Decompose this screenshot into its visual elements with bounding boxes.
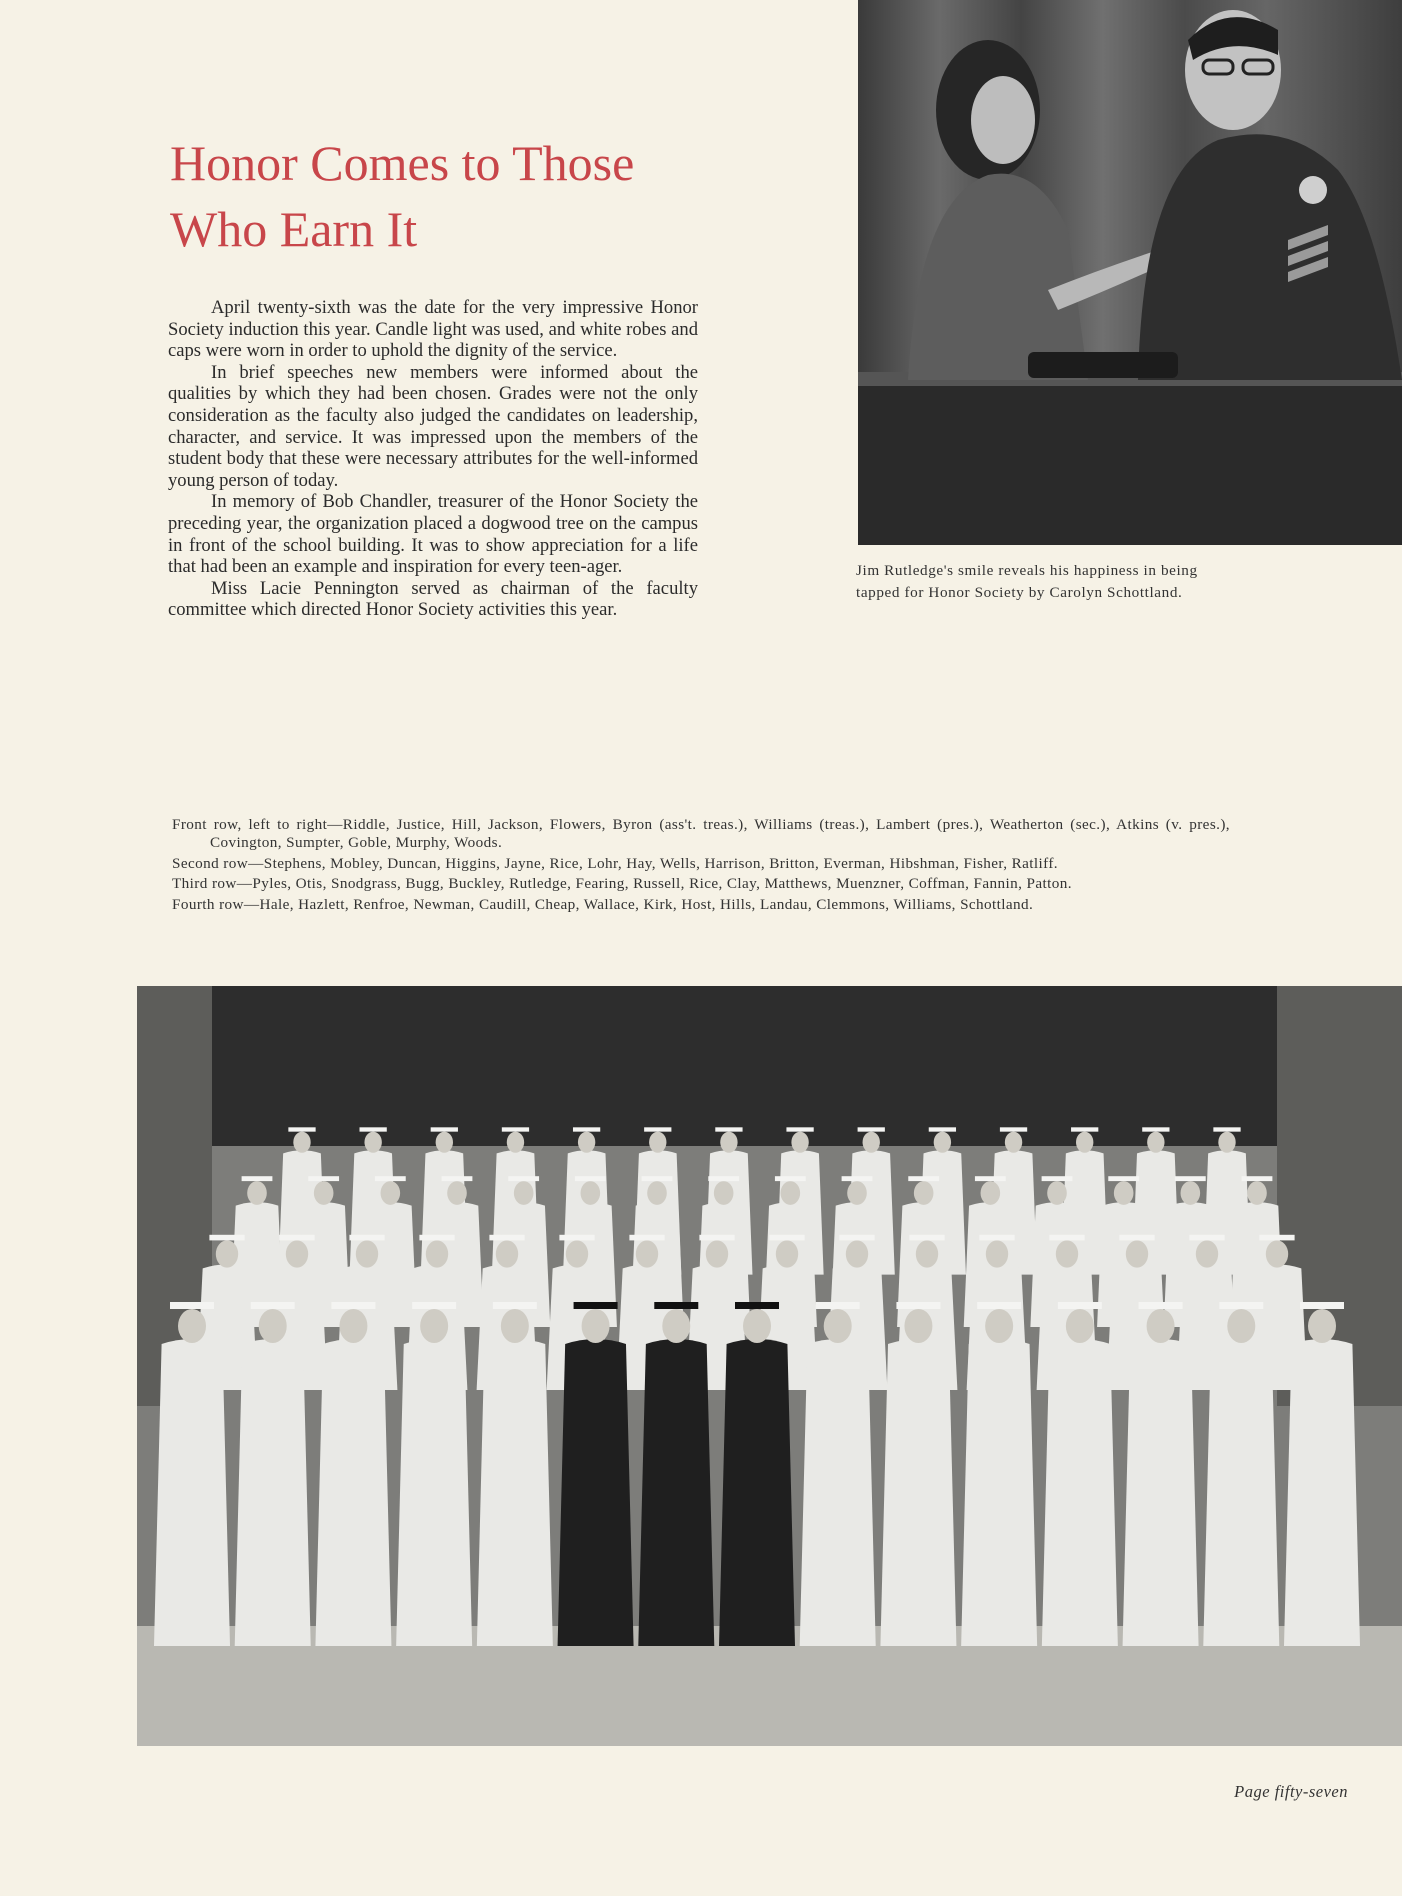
figure-face [420,1309,448,1343]
mortarboard-cap [975,1176,1006,1181]
mortarboard-cap [251,1302,295,1309]
figure-face [1266,1240,1288,1267]
mortarboard-cap [1108,1176,1139,1181]
roster-row-names: Hale, Hazlett, Renfroe, Newman, Caudill, Cheap, Wallace, Kirk, Host, Hills, Landau, Clemmons, Williams, Schottland. [259,896,1034,914]
roster-row: Third row—Pyles, Otis, Snodgrass, Bugg, Buckley, Rutledge, Fearing, Russell, Rice, Clay, Matthews, Muenzner, Coffman, Fannin, Patton. [172,875,1072,893]
mortarboard-cap [708,1176,739,1181]
mortarboard-cap [735,1302,779,1309]
mortarboard-cap [493,1302,537,1309]
mortarboard-cap [412,1302,456,1309]
mortarboard-cap [308,1176,339,1181]
roster-row: Fourth row—Hale, Hazlett, Renfroe, Newman, Caudill, Cheap, Wallace, Kirk, Host, Hills, Landau, Clemmons, Williams, Schottland. [172,896,1034,914]
mortarboard-cap [786,1127,813,1131]
mortarboard-cap [419,1235,454,1241]
figure-face [364,1132,381,1153]
figure-face [776,1240,798,1267]
mortarboard-cap [979,1235,1014,1241]
mortarboard-cap [929,1127,956,1131]
mortarboard-cap [642,1176,673,1181]
robed-figure [719,1339,795,1646]
robed-figure [477,1339,553,1646]
group-photo [137,986,1402,1746]
figure-face [566,1240,588,1267]
mortarboard-cap [654,1302,698,1309]
roster-row-lead: Front row, left to right [172,816,328,833]
mortarboard-cap [559,1235,594,1241]
mortarboard-cap [839,1235,874,1241]
figure-face [1147,1309,1175,1343]
mortarboard-cap [502,1127,529,1131]
mortarboard-cap [908,1176,939,1181]
robed-figure [638,1339,714,1646]
mortarboard-cap [1175,1176,1206,1181]
figure-face [1218,1132,1235,1153]
roster-row-lead: Third row [172,875,237,893]
robed-figure [315,1339,391,1646]
mortarboard-cap [573,1127,600,1131]
figure-face [582,1309,610,1343]
mortarboard-cap [1189,1235,1224,1241]
figure-face [507,1132,524,1153]
mortarboard-cap [1058,1302,1102,1309]
mortarboard-cap [575,1176,606,1181]
figure-face [1247,1181,1267,1205]
induction-photo [858,0,1402,545]
mortarboard-cap [1259,1235,1294,1241]
mortarboard-cap [769,1235,804,1241]
mortarboard-cap [699,1235,734,1241]
figure-face [1047,1181,1067,1205]
figure-face [578,1132,595,1153]
mortarboard-cap [331,1302,375,1309]
robed-figure [1042,1339,1118,1646]
figure-face [914,1181,934,1205]
figure-face [314,1181,334,1205]
robed-figure [880,1339,956,1646]
mortarboard-cap [442,1176,473,1181]
figure-face [743,1309,771,1343]
figure-face [381,1181,401,1205]
mortarboard-cap [489,1235,524,1241]
article-paragraph: In brief speeches new members were informed about the qualities by which they had been chosen. Grades were not the only consideration as the faculty also judged the candidates on leadership, character, and service. It was impressed upon the members of the student body that these were necessary attributes for the well-informed young person of today. [168,361,698,491]
mortarboard-cap [209,1235,244,1241]
figure-face [436,1132,453,1153]
roster-row: Second row—Stephens, Mobley, Duncan, Higgins, Jayne, Rice, Lohr, Hay, Wells, Harrison, Britton, Everman, Hibshman, Fisher, Ratliff. [172,854,1059,872]
figure-face [846,1240,868,1267]
title-line-1: Honor Comes to Those [170,135,635,191]
figure-face [662,1309,690,1343]
mortarboard-cap [1049,1235,1084,1241]
figure-face [1066,1309,1094,1343]
figure-face [1126,1240,1148,1267]
figure-face [706,1240,728,1267]
figure-face [514,1181,534,1205]
mortarboard-cap [896,1302,940,1309]
article-paragraph: Miss Lacie Pennington served as chairman of the faculty committee which directed Honor Society activities this year. [168,577,698,621]
figure-face [1308,1309,1336,1343]
figure-face [1181,1181,1201,1205]
mortarboard-cap [1000,1127,1027,1131]
induction-photo-image [858,0,1402,545]
figure-face [649,1132,666,1153]
mortarboard-cap [170,1302,214,1309]
article-paragraph: April twenty-sixth was the date for the very impressive Honor Society induction this year. Candle light was used, and white robes and caps were worn in order to uphold the dignity of the service. [168,297,698,362]
roster-row-lead: Fourth row [172,896,244,914]
figure-face [581,1181,601,1205]
mortarboard-cap [431,1127,458,1131]
figure-face [916,1240,938,1267]
mortarboard-cap [360,1127,387,1131]
roster-list [172,816,1230,917]
group-photo-image [137,986,1402,1746]
page-number: Page fifty-seven [1234,1782,1348,1801]
mortarboard-cap [842,1176,873,1181]
robed-figure [1123,1339,1199,1646]
mortarboard-cap [644,1127,671,1131]
robed-figure [154,1339,230,1646]
mortarboard-cap [629,1235,664,1241]
mortarboard-cap [375,1176,406,1181]
mortarboard-cap [574,1302,618,1309]
mortarboard-cap [1300,1302,1344,1309]
figure-face [1056,1240,1078,1267]
mortarboard-cap [349,1235,384,1241]
mortarboard-cap [1219,1302,1263,1309]
figure-face [496,1240,518,1267]
figure-face [286,1240,308,1267]
figure-face [1114,1181,1134,1205]
figure-face [1005,1132,1022,1153]
figure-face [714,1181,734,1205]
figure-face [985,1309,1013,1343]
mortarboard-cap [1213,1127,1240,1131]
figure-face [426,1240,448,1267]
article-paragraph: In memory of Bob Chandler, treasurer of the Honor Society the preceding year, the organization placed a dogwood tree on the campus in front of the school building. It was to show appreciation for a life that had been an example and inspiration for every teen-ager. [168,491,698,578]
figure-face [339,1309,367,1343]
figure-face [981,1181,1001,1205]
figure-face [247,1181,267,1205]
figure-face [216,1240,238,1267]
mortarboard-cap [858,1127,885,1131]
article-body [168,297,698,621]
figure-face [781,1181,801,1205]
figure-face [1227,1309,1255,1343]
robed-figure [1203,1339,1279,1646]
figure-face [178,1309,206,1343]
mortarboard-cap [1142,1127,1169,1131]
robed-figure [800,1339,876,1646]
figure-face [1196,1240,1218,1267]
title-line-2: Who Earn It [170,201,418,257]
figure-face [824,1309,852,1343]
figure-face [636,1240,658,1267]
figure-face [1147,1132,1164,1153]
roster-row-lead: Second row [172,854,249,872]
figure-face [647,1181,667,1205]
figure-face [986,1240,1008,1267]
mortarboard-cap [1139,1302,1183,1309]
roster-row-names: Riddle, Justice, Hill, Jackson, Flowers, Byron (ass't. treas.), Williams (treas.), Lambert (pres.), Weatherton (sec.), Atkins (v. pres.), Covington, Sumpter, Goble, Murphy, Woods. [210,816,1230,851]
mortarboard-cap [288,1127,315,1131]
mortarboard-cap [977,1302,1021,1309]
figure-face [934,1132,951,1153]
figure-face [791,1132,808,1153]
mortarboard-cap [715,1127,742,1131]
figure-face [259,1309,287,1343]
figure-face [904,1309,932,1343]
figure-face [501,1309,529,1343]
figure-face [720,1132,737,1153]
mortarboard-cap [279,1235,314,1241]
figure-face [356,1240,378,1267]
page-title [170,130,730,262]
mortarboard-cap [1042,1176,1073,1181]
figure-face [293,1132,310,1153]
mortarboard-cap [1119,1235,1154,1241]
mortarboard-cap [1071,1127,1098,1131]
robed-figure [1284,1339,1360,1646]
figure-face [863,1132,880,1153]
robed-figure [961,1339,1037,1646]
figure-face [1076,1132,1093,1153]
robed-figure [235,1339,311,1646]
mortarboard-cap [242,1176,273,1181]
mortarboard-cap [816,1302,860,1309]
robed-figure [396,1339,472,1646]
roster-row-names: Stephens, Mobley, Duncan, Higgins, Jayne, Rice, Lohr, Hay, Wells, Harrison, Britton, Everman, Hibshman, Fisher, Ratliff. [263,854,1059,872]
roster-row-names: Pyles, Otis, Snodgrass, Bugg, Buckley, Rutledge, Fearing, Russell, Rice, Clay, Matthews, Muenzner, Coffman, Fannin, Patton. [252,875,1072,893]
mortarboard-cap [508,1176,539,1181]
roster-row: Front row, left to right—Riddle, Justice, Hill, Jackson, Flowers, Byron (ass't. treas.), Williams (treas.), Lambert (pres.), Weatherton (sec.), Atkins (v. pres.), Covington, Sumpter, Goble, Murphy, Woods. [172,816,1230,851]
mortarboard-cap [1242,1176,1273,1181]
mortarboard-cap [775,1176,806,1181]
figure-face [447,1181,467,1205]
robed-figure [558,1339,634,1646]
photo-caption: Jim Rutledge's smile reveals his happiness in being tapped for Honor Society by Carolyn Schottland. [856,562,1198,601]
figure-face [847,1181,867,1205]
mortarboard-cap [909,1235,944,1241]
